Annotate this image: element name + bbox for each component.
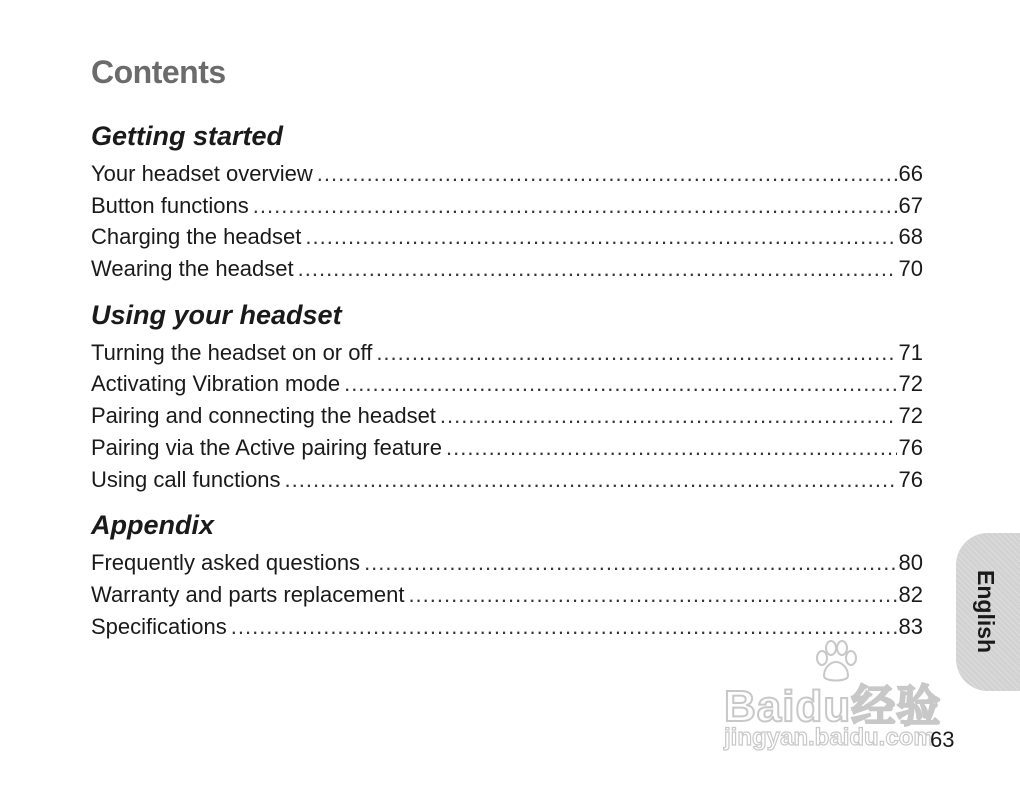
dot-leader — [317, 158, 897, 190]
toc-entry[interactable] — [91, 158, 923, 190]
toc-entry[interactable] — [91, 547, 923, 579]
dot-leader — [364, 547, 896, 579]
toc-entry-label: Activating Vibration mode — [91, 371, 341, 397]
toc-section-getting-started — [91, 116, 923, 285]
section-heading: Using your headset — [91, 299, 342, 330]
language-tab-label: English — [973, 570, 999, 654]
dot-leader — [344, 368, 896, 400]
toc-entry-page: 66 — [898, 161, 923, 186]
toc-entry[interactable] — [91, 400, 923, 432]
toc-entry-page: 70 — [898, 256, 923, 282]
dot-leader — [440, 400, 897, 432]
toc-entry-page: 83 — [898, 613, 923, 639]
toc-entry-page: 76 — [898, 466, 923, 492]
toc-entry-page: 76 — [898, 434, 923, 460]
dot-leader — [253, 190, 897, 222]
toc-entry-page: 71 — [898, 339, 923, 365]
toc-entry-label: Pairing and connecting the headset — [91, 403, 436, 429]
toc-section-using-your-headset — [91, 295, 923, 495]
toc-entry-label: Frequently asked questions — [91, 550, 361, 576]
section-heading: Getting started — [91, 121, 284, 151]
toc-entry-label: Using call functions — [91, 466, 281, 492]
dot-leader — [298, 253, 897, 285]
watermark-logo: Baidu经验 — [724, 682, 942, 731]
dot-leader — [446, 432, 897, 464]
section-heading: Appendix — [91, 510, 215, 541]
dot-leader — [305, 221, 896, 253]
dot-leader — [231, 611, 897, 643]
toc-entry-page: 67 — [898, 192, 923, 218]
toc-entry[interactable] — [91, 579, 923, 611]
toc-entry-page: 80 — [898, 550, 923, 576]
page-number: 63 — [930, 727, 955, 752]
toc-entry-page: 72 — [898, 403, 923, 429]
watermark-url: jingyan.baidu.com — [724, 724, 935, 751]
toc-entry-label: Your headset overview — [91, 161, 313, 186]
toc-entry-label: Turning the headset on or off — [91, 339, 373, 365]
toc-entry-label: Wearing the headset — [91, 256, 294, 282]
toc-entry[interactable] — [91, 221, 923, 253]
dot-leader — [285, 464, 897, 496]
toc-entry[interactable] — [91, 337, 923, 369]
toc-section-appendix — [91, 505, 923, 642]
toc-entry[interactable] — [91, 464, 923, 496]
table-of-contents — [91, 116, 923, 646]
dot-leader — [408, 579, 896, 611]
baidu-watermark — [724, 640, 954, 760]
toc-entry[interactable] — [91, 253, 923, 285]
toc-entry-page: 68 — [898, 224, 923, 250]
toc-entry-label: Specifications — [91, 613, 227, 639]
toc-entry-page: 82 — [898, 581, 923, 607]
toc-entry[interactable] — [91, 190, 923, 222]
toc-entry-label: Charging the headset — [91, 224, 302, 250]
toc-entry[interactable] — [91, 368, 923, 400]
toc-entry-label: Warranty and parts replacement — [91, 581, 405, 607]
dot-leader — [376, 337, 896, 369]
toc-entry[interactable] — [91, 432, 923, 464]
page-title: Contents — [91, 54, 226, 90]
toc-entry-label: Button functions — [91, 192, 249, 218]
toc-entry-label: Pairing via the Active pairing feature — [91, 434, 442, 460]
toc-entry-page: 72 — [898, 371, 923, 397]
toc-entry[interactable] — [91, 611, 923, 643]
